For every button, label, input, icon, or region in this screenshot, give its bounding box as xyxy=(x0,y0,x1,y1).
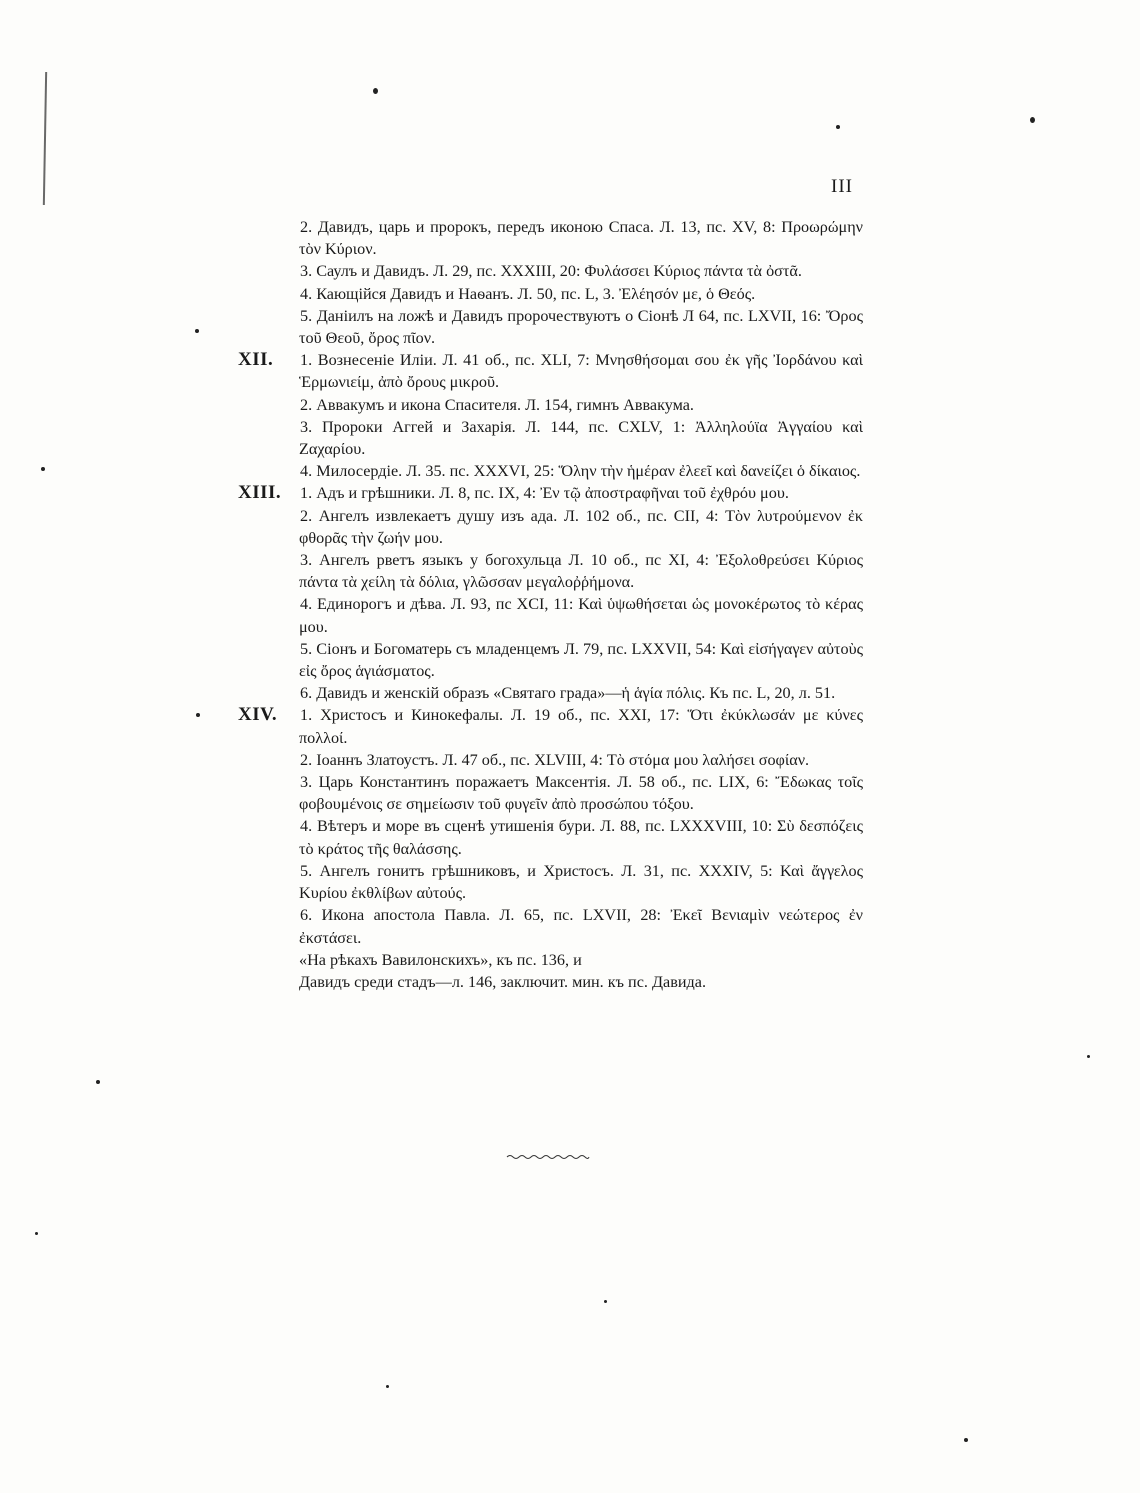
section-xii xyxy=(238,349,863,482)
entry: 4. Кающійся Давидъ и Наѳанъ. Л. 50, пс. L, 3. Ἐλέησόν με, ὁ Θεός. xyxy=(300,284,756,303)
entry: 5. Даніилъ на ложѣ и Давидъ пророчествуютъ о Сіонѣ Л 64, пс. LXVII, 16: Ὄρος τοῦ Θεοῦ, ὄρος πῖον. xyxy=(299,306,863,348)
entry: 3. Саулъ и Давидъ. Л. 29, пс. XXXIII, 20: Φυλάσσει Κύριος πάντα τὰ ὀστᾶ. xyxy=(300,262,802,281)
entry: 3. Пророки Аггей и Захарія. Л. 144, пс. CXLV, 1: Ἀλληλούϊα Ἀγγαίου καὶ Ζαχαρίου. xyxy=(299,417,863,459)
entry: 1. Вознесеніе Иліи. Л. 41 об., пс. XLI, 7: Μνησθήσομαι σου ἐκ γῆς Ἰορδάνου καὶ Ἑρμωνιείμ, ἀπὸ ὄρους μικροῦ. xyxy=(299,351,863,392)
section-continued xyxy=(238,216,863,349)
entry: 2. Ангелъ извлекаетъ душу изъ ада. Л. 102 об., пс. CII, 4: Τὸν λυτρούμενον ἐκ φθορᾶς τὴν ζωήν μου. xyxy=(299,506,863,547)
section-numeral: XII. xyxy=(238,349,274,371)
speck xyxy=(96,1080,100,1084)
speck xyxy=(1087,1055,1090,1058)
speck xyxy=(604,1300,607,1303)
closing-lines xyxy=(299,949,863,993)
section-numeral: XIV. xyxy=(238,704,278,726)
speck xyxy=(373,88,378,94)
main-content xyxy=(238,216,863,993)
page-number: III xyxy=(831,176,853,197)
entry-list xyxy=(299,704,863,948)
section-numeral: XIII. xyxy=(238,482,282,504)
section-xiii xyxy=(238,482,863,704)
speck xyxy=(41,467,45,471)
entry: 1. Христосъ и Кинокефалы. Л. 19 об., пс. XXI, 17: Ὅτι ἐκύκλωσάν με κύνες πολλοί. xyxy=(299,706,863,747)
speck xyxy=(1030,117,1035,123)
entry: 4. Милосердіе. Л. 35. пс. XXXVI, 25: Ὅλην τὴν ἡμέραν ἐλεεῖ καὶ δανείζει ὁ δίκαιος. xyxy=(300,462,861,481)
entry: 2. Давидъ, царь и пророкъ, передъ иконою Спаса. Л. 13, пс. XV, 8: Προωρώμην τὸν Κύριον. xyxy=(299,218,863,259)
entry: 1. Адъ и грѣшники. Л. 8, пс. IX, 4: Ἐν τῷ ἀποστραφῆναι τοῦ ἐχθρόυ μου. xyxy=(300,484,789,503)
closing-line: «На рѣкахъ Вавилонскихъ», къ пс. 136, и xyxy=(299,950,582,969)
margin-line xyxy=(43,72,47,205)
speck xyxy=(836,125,840,129)
entry: 2. Аввакумъ и икона Спасителя. Л. 154, гимнъ Аввакума. xyxy=(300,395,694,414)
entry: 3. Царь Константинъ поражаетъ Максентія. Л. 58 об., пс. LIX, 6: Ἔδωκας τοῖς φοβουμένοις σε σημείωσιν τοῦ φυγεῖν ἀπὸ προσώπου τόξου. xyxy=(299,773,863,814)
speck xyxy=(964,1438,968,1442)
entry: 5. Сіонъ и Богоматерь съ младенцемъ Л. 79, пс. LXXVII, 54: Καὶ εἰσήγαγεν αὐτοὺς εἰς ὄρος ἁγιάσματος. xyxy=(299,639,863,681)
entry: 2. Іоаннъ Златоустъ. Л. 47 об., пс. XLVIII, 4: Τὸ στόμα μου λαλήσει σοφίαν. xyxy=(300,750,810,769)
speck xyxy=(196,713,200,717)
entry: 5. Ангелъ гонитъ грѣшниковъ, и Христосъ. Л. 31, пс. XXXIV, 5: Καὶ ἄγγελος Κυρίου ἐκθλίβων αὐτούς. xyxy=(299,861,863,903)
entry: 4. Единорогъ и дѣва. Л. 93, пс XCI, 11: Καὶ ὑψωθήσεται ὡς μονοκέρωτος τὸ κέρας μου. xyxy=(299,595,863,636)
entry: 6. Давидъ и женскій образъ «Святаго града»—ἡ ἁγία πόλις. Къ пс. L, 20, л. 51. xyxy=(300,684,836,703)
entry-list xyxy=(299,349,863,482)
entry: 3. Ангелъ рветъ языкъ у богохульца Л. 10 об., пс XI, 4: Ἐξολοθρεύσει Κύριος πάντα τὰ χείλη τὰ δόλια, γλῶσσαν μεγαλοῤῥήμονα. xyxy=(299,551,863,592)
closing-line: Давидъ среди стадъ—л. 146, заключит. мин. къ пс. Давида. xyxy=(299,972,707,991)
entry: 6. Икона апостола Павла. Л. 65, пс. LXVII, 28: Ἐκεῖ Βενιαμὶν νεώτερος ἐν ἐκστάσει. xyxy=(299,906,863,947)
entry-list xyxy=(299,482,863,704)
speck xyxy=(195,329,199,333)
end-ornament xyxy=(506,1154,590,1160)
section-xiv xyxy=(238,704,863,948)
speck xyxy=(386,1385,389,1388)
entry-list xyxy=(299,216,863,349)
entry: 4. Вѣтеръ и море въ сценѣ утишенія бури. Л. 88, пс. LXXXVIII, 10: Σὺ δεσπόζεις τὸ κράτος τῆς θαλάσσης. xyxy=(299,817,863,858)
speck xyxy=(35,1232,38,1235)
